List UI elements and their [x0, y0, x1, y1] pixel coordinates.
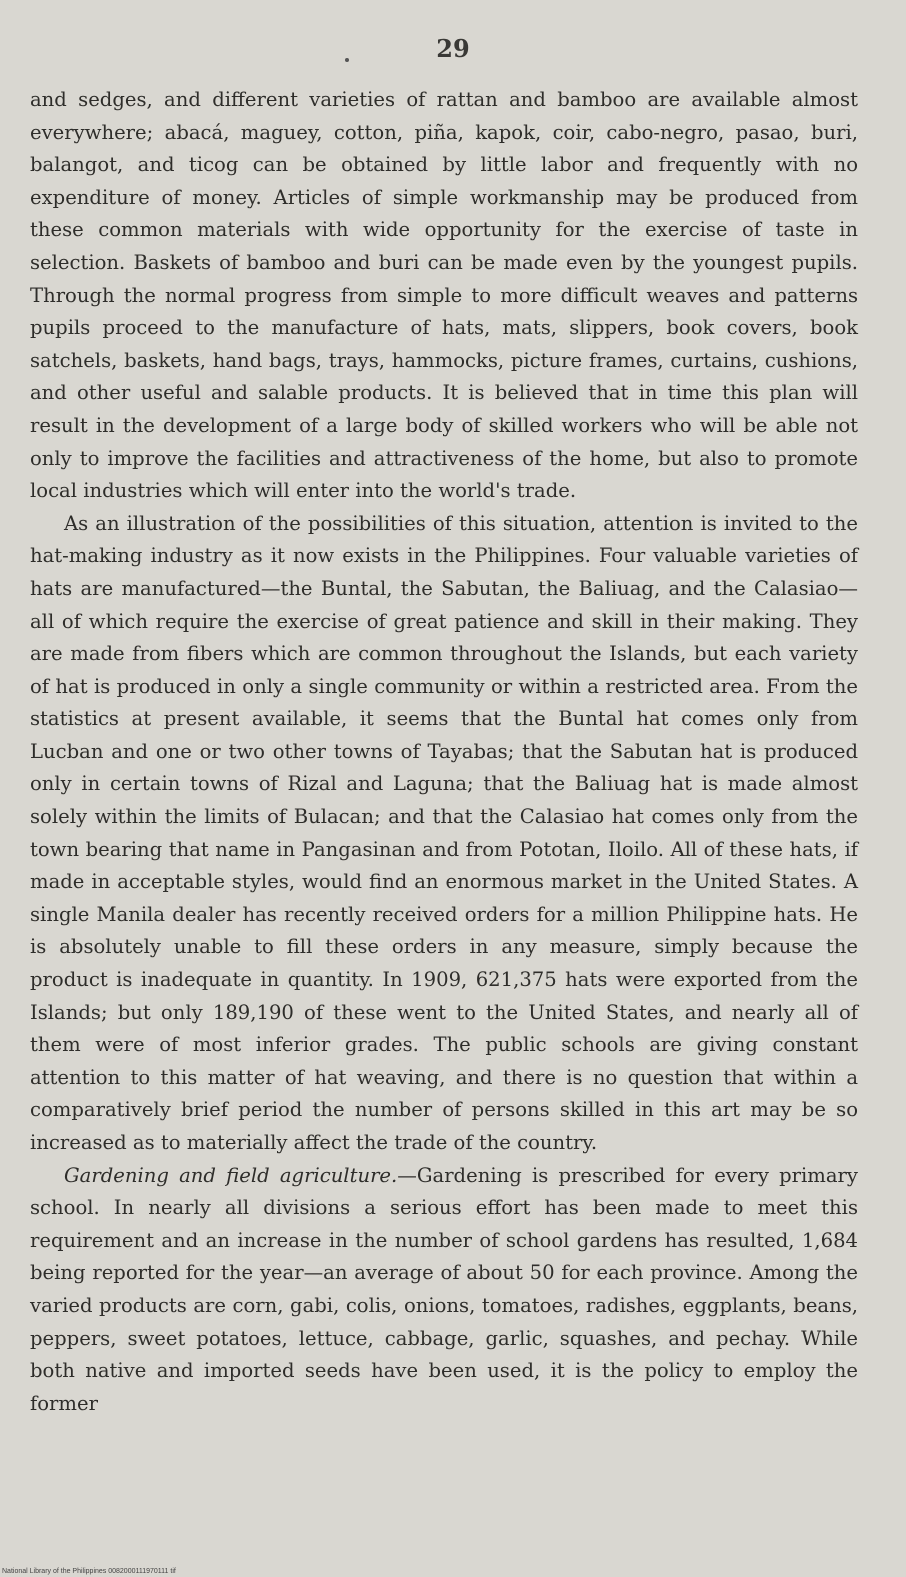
ink-dot: [345, 58, 349, 62]
paragraph-1: [30, 84, 858, 508]
paragraph-1-text: and sedges, and different varieties of rattan and bamboo are available almost everywhere; abacá, maguey, cotton, piña, kapok, coir, cabo-negro, pasao, buri, balangot, and ticog can be obtained by little labor and frequently with no expenditure of money. Articles of simple workmanship may be produced from these common materials with wide opportunity for the exercise of taste in selection. Baskets of bamboo and buri can be made even by the youngest pupils. Through the normal progress from simple to more difficult weaves and patterns pupils proceed to the manufacture of hats, mats, slippers, book covers, book satchels, baskets, hand bags, trays, hammocks, picture frames, curtains, cushions, and other useful and salable products. It is believed that in time this plan will result in the development of a large body of skilled workers who will be able not only to improve the facilities and attractiveness of the home, but also to promote local industries which will enter into the world's trade.: [30, 88, 858, 503]
page-number: 29: [436, 34, 470, 63]
paragraph-3: [30, 1160, 858, 1421]
paragraph-3-text: —Gardening is prescribed for every primary school. In nearly all divisions a serious effort has been made to meet this requirement and an increase in the number of school gardens has resulted, 1,684 being reported for the year—an average of about 50 for each province. Among the varied products are corn, gabi, colis, onions, tomatoes, radishes, eggplants, beans, peppers, sweet potatoes, lettuce, cabbage, garlic, squashes, and pechay. While both native and imported seeds have been used, it is the policy to employ the former: [30, 1163, 858, 1415]
section-heading: Gardening and field agriculture.: [64, 1163, 398, 1187]
paragraph-2: [30, 508, 858, 1160]
body-text: [30, 84, 858, 1420]
scan-footer: National Library of the Philippines 0082000111970111 tif: [2, 1568, 176, 1575]
paragraph-2-text: As an illustration of the possibilities of this situation, attention is invited to the hat-making industry as it now exists in the Philippines. Four valuable varieties of hats are manufactured—the Buntal, the Sabutan, the Baliuag, and the Calasiao—all of which require the exercise of great patience and skill in their making. They are made from fibers which are common throughout the Islands, but each variety of hat is produced in only a single community or within a restricted area. From the statistics at present available, it seems that the Buntal hat comes only from Lucban and one or two other towns of Tayabas; that the Sabutan hat is produced only in certain towns of Rizal and Laguna; that the Baliuag hat is made almost solely within the limits of Bulacan; and that the Calasiao hat comes only from the town bearing that name in Pangasinan and from Pototan, Iloilo. All of these hats, if made in acceptable styles, would find an enormous market in the United States. A single Manila dealer has recently received orders for a million Philippine hats. He is absolutely unable to fill these orders in any measure, simply because the product is inadequate in quantity. In 1909, 621,375 hats were exported from the Islands; but only 189,190 of these went to the United States, and nearly all of them were of most inferior grades. The public schools are giving constant attention to this matter of hat weaving, and there is no question that within a comparatively brief period the number of persons skilled in this art may be so increased as to materially affect the trade of the country.: [30, 511, 858, 1154]
